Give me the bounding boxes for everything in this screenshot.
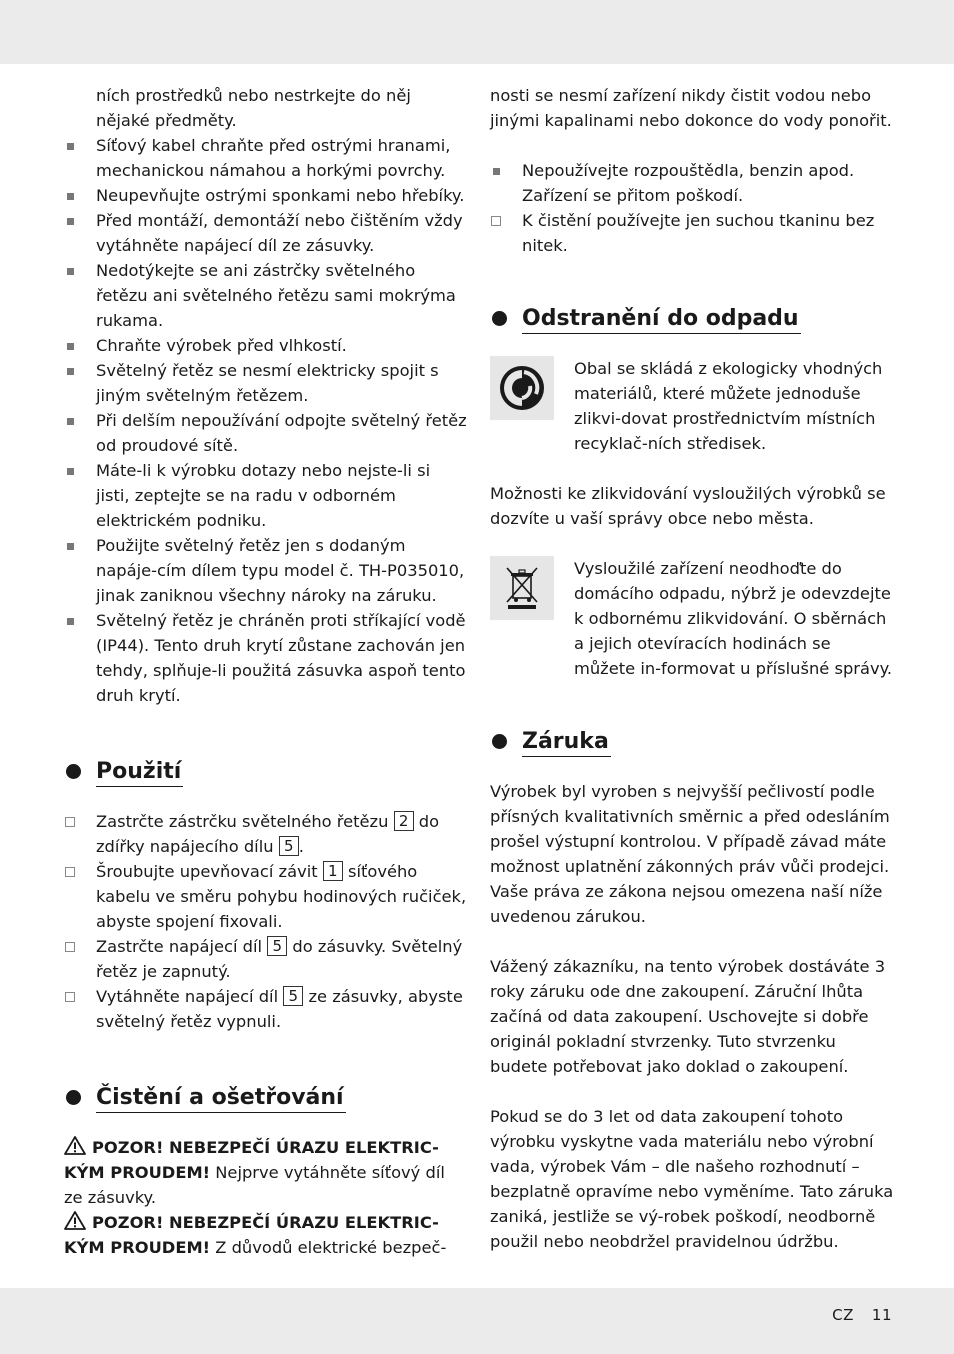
use-list (64, 809, 468, 1034)
device-disposal: Vysloužilé zařízení neodhoďte do domácího odpadu, nýbrž je odevzdejte k odbornému zlikvidování. O sběrnách a jejich otevíracích hodinách se můžete in-formovat u příslušné správy. (490, 556, 894, 681)
section-heading-disposal: Odstranění do odpadu (490, 305, 894, 334)
list-item: Neupevňujte ostrými sponkami nebo hřebíky. (64, 183, 468, 208)
checkbox-bullet-icon (491, 208, 501, 233)
list-item: Nepoužívejte rozpouštědla, benzin apod. Zařízení se přitom poškodí. (490, 158, 894, 208)
language-code: CZ (832, 1306, 854, 1324)
continued-text: ních prostředků nebo nestrkejte do něj nějaké předměty. (96, 86, 411, 130)
square-bullet-icon (65, 333, 75, 358)
section-heading-warranty: Záruka (490, 728, 894, 757)
list-item: Světelný řetěz je chráněn proti stříkající vodě (IP44). Tento druh krytí zůstane zachován jen tehdy, splňuje-li použitá zásuvka aspoň tento druh krytí. (64, 608, 468, 708)
part-ref: 1 (323, 861, 343, 881)
page-number: 11 (871, 1306, 892, 1324)
list-item: Máte-li k výrobku dotazy nebo nejste-li si jisti, zeptejte se na radu v odborném elektrickém podniku. (64, 458, 468, 533)
warranty-paragraph: Výrobek byl vyroben s nejvyšší pečlivostí podle přísných kvalitativních směrnic a před odesláním prošel výstupní kontrolou. V případě závad máte možnost uplatnění zákonných práv vůči prodejci. Vaše práva ze zákona nejsou omezena naší níže uvedenou zárukou. (490, 782, 890, 926)
square-bullet-icon (65, 408, 75, 433)
list-item: Světelný řetěz se nesmí elektricky spojit s jiným světelným řetězem. (64, 358, 468, 408)
list-item: Při delším nepoužívání odpojte světelný řetěz od proudové sítě. (64, 408, 468, 458)
list-item: Šroubujte upevňovací závit 1 síťového kabelu ve směru pohybu hodinových ručiček, abyste spojení fixovali. (64, 859, 468, 934)
list-item: Síťový kabel chraňte před ostrými hranami, mechanickou námahou a horkými povrchy. (64, 133, 468, 183)
packaging-disposal: Obal se skládá z ekologicky vhodných materiálů, které můžete jednoduše zlikvi-dovat prostřednictvím místních recyklač-ních středisek. (490, 356, 894, 456)
disposal-info: Možnosti ke zlikvidování vysloužilých výrobků se dozvíte u vaší správy obce nebo města. (490, 484, 886, 528)
warning-2: POZOR! NEBEZPEČÍ ÚRAZU ELEKTRIC-KÝM PROUDEM! Z důvodů elektrické bezpeč- (64, 1213, 447, 1257)
checkbox-bullet-icon (65, 984, 75, 1009)
cleaning-list (490, 158, 894, 258)
part-ref: 5 (267, 936, 287, 956)
warranty-paragraph: Vážený zákazníku, na tento výrobek dostáváte 3 roky záruku ode dne zakoupení. Záruční lhůta začíná od data zakoupení. Uschovejte si dobře originál pokladní stvrzenky. Tuto stvrzenku budete potřebovat jako doklad o zakoupení. (490, 957, 886, 1076)
footer-band (0, 1288, 954, 1354)
continued-text: nosti se nesmí zařízení nikdy čistit vodou nebo jinými kapalinami nebo dokonce do vody ponořit. (490, 86, 892, 130)
list-item: Před montáží, demontáží nebo čištěním vždy vytáhněte napájecí díl ze zásuvky. (64, 208, 468, 258)
square-bullet-icon (65, 533, 75, 558)
square-bullet-icon (65, 133, 75, 158)
checkbox-bullet-icon (65, 859, 75, 884)
square-bullet-icon (65, 258, 75, 283)
warning-triangle-icon (64, 1136, 86, 1155)
square-bullet-icon (65, 458, 75, 483)
part-ref: 5 (279, 836, 299, 856)
list-item: Použijte světelný řetěz jen s dodaným napáje-cím dílem typu model č. TH-P035010, jinak zaniknou všechny nároky na záruku. (64, 533, 468, 608)
list-item: Chraňte výrobek před vlhkostí. (64, 333, 468, 358)
green-dot-recycling-icon (490, 356, 554, 420)
warning-1: POZOR! NEBEZPEČÍ ÚRAZU ELEKTRIC-KÝM PROUDEM! Nejprve vytáhněte síťový díl ze zásuvky. (64, 1138, 445, 1207)
section-heading-cleaning: Čistění a ošetřování (64, 1084, 468, 1113)
page-footer (832, 1303, 892, 1328)
list-item: Zastrčte napájecí díl 5 do zásuvky. Světelný řetěz je zapnutý. (64, 934, 468, 984)
safety-list (64, 133, 468, 708)
square-bullet-icon (65, 358, 75, 383)
heading-dot-icon (66, 1090, 81, 1105)
square-bullet-icon (65, 208, 75, 233)
checkbox-bullet-icon (65, 934, 75, 959)
warranty-paragraph: Pokud se do 3 let od data zakoupení tohoto výrobku vyskytne vada materiálu nebo výrobní vada, výrobek Vám – dle našeho rozhodnutí – bezplatně opravíme nebo vyměníme. Tato záruka zaniká, jestliže se vý-robek poškodí, neodborně použil nebo neobdržel pravidelnou údržbu. (490, 1107, 894, 1251)
square-bullet-icon (491, 158, 501, 183)
section-heading-use: Použití (64, 758, 468, 787)
list-item: Nedotýkejte se ani zástrčky světelného řetězu ani světelného řetězu sami mokrýma rukama. (64, 258, 468, 333)
left-column (64, 83, 468, 1260)
right-column (490, 83, 894, 1254)
list-item: K čistění používejte jen suchou tkaninu bez nitek. (490, 208, 894, 258)
heading-dot-icon (66, 764, 81, 779)
square-bullet-icon (65, 183, 75, 208)
checkbox-bullet-icon (65, 809, 75, 834)
crossed-bin-icon (490, 556, 554, 620)
square-bullet-icon (65, 608, 75, 633)
heading-dot-icon (492, 734, 507, 749)
part-ref: 2 (394, 811, 414, 831)
part-ref: 5 (283, 986, 303, 1006)
heading-dot-icon (492, 311, 507, 326)
header-band (0, 0, 954, 64)
warning-triangle-icon (64, 1211, 86, 1230)
list-item: Zastrčte zástrčku světelného řetězu 2 do zdířky napájecího dílu 5 . (64, 809, 468, 859)
list-item: Vytáhněte napájecí díl 5 ze zásuvky, abyste světelný řetěz vypnuli. (64, 984, 468, 1034)
